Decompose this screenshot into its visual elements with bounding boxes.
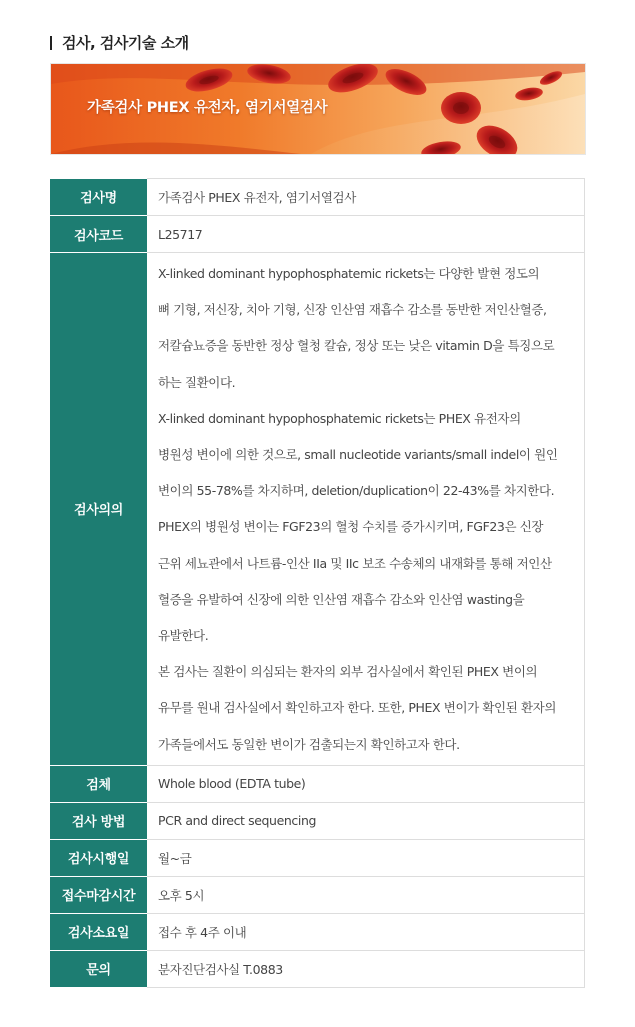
section-title	[50, 33, 189, 53]
row-value: 오후 5시	[147, 876, 585, 913]
table-row-method	[50, 802, 585, 839]
row-value: 월~금	[147, 839, 585, 876]
row-label: 검사명	[50, 179, 147, 216]
text-line: 뼈 기형, 저신장, 치아 기형, 신장 인산염 재흡수 감소를 동반한 저인산혈증,	[158, 302, 547, 318]
text-line: 혈증을 유발하여 신장에 의한 인산염 재흡수 감소와 인산염 wasting을	[158, 591, 525, 607]
text-line: 근위 세뇨관에서 나트륨-인산 IIa 및 IIc 보조 수송체의 내재화를 통해 저인산	[158, 555, 552, 571]
row-value: 접수 후 4주 이내	[147, 913, 585, 950]
text-line: 가족들에서도 동일한 변이가 검출되는지 확인하고자 한다.	[158, 736, 460, 752]
row-label: 검사소요일	[50, 913, 147, 950]
row-label: 검사 방법	[50, 802, 147, 839]
section-title-text: 검사, 검사기술 소개	[62, 34, 189, 52]
table-row-contact	[50, 950, 585, 987]
text-line: 변이의 55-78%를 차지하며, deletion/duplication이 22-43%를 차지한다.	[158, 483, 555, 499]
row-value	[147, 253, 585, 766]
text-line: 저칼슘뇨증을 동반한 정상 혈청 칼슘, 정상 또는 낮은 vitamin D을 특징으로	[158, 338, 555, 354]
table-row-specimen	[50, 765, 585, 802]
row-value: 가족검사 PHEX 유전자, 염기서열검사	[147, 179, 585, 216]
table-row-significance	[50, 253, 585, 766]
test-info-table	[50, 178, 585, 988]
text-line: 유발한다.	[158, 628, 209, 644]
text-line: 하는 질환이다.	[158, 374, 236, 390]
text-line: X-linked dominant hypophosphatemic rickets는 PHEX 유전자의	[158, 410, 521, 426]
row-label: 검사시행일	[50, 839, 147, 876]
banner-image	[50, 63, 586, 155]
table-row-test-code	[50, 216, 585, 253]
title-bar-marker	[50, 36, 52, 50]
text-line: 본 검사는 질환이 의심되는 환자의 외부 검사실에서 확인된 PHEX 변이의	[158, 664, 538, 680]
row-label: 문의	[50, 950, 147, 987]
table-row-test-name	[50, 179, 585, 216]
row-label: 검사코드	[50, 216, 147, 253]
row-label: 검사의의	[50, 253, 147, 766]
text-line: 유무를 원내 검사실에서 확인하고자 한다. 또한, PHEX 변이가 확인된 환자의	[158, 700, 557, 716]
row-value: PCR and direct sequencing	[147, 802, 585, 839]
row-label: 검체	[50, 765, 147, 802]
text-line: 병원성 변이에 의한 것으로, small nucleotide variants/small indel이 원인	[158, 447, 558, 463]
table-row-deadline	[50, 876, 585, 913]
row-value: 분자진단검사실 T.0883	[147, 950, 585, 987]
text-line: X-linked dominant hypophosphatemic rickets는 다양한 발현 정도의	[158, 266, 540, 281]
row-value: L25717	[147, 216, 585, 253]
table-row-turnaround	[50, 913, 585, 950]
row-value: Whole blood (EDTA tube)	[147, 765, 585, 802]
banner-title: 가족검사 PHEX 유전자, 염기서열검사	[87, 100, 328, 116]
significance-text	[158, 256, 584, 763]
table-row-test-days	[50, 839, 585, 876]
text-line: PHEX의 병원성 변이는 FGF23의 혈청 수치를 증가시키며, FGF23은 신장	[158, 519, 544, 535]
row-label: 접수마감시간	[50, 876, 147, 913]
